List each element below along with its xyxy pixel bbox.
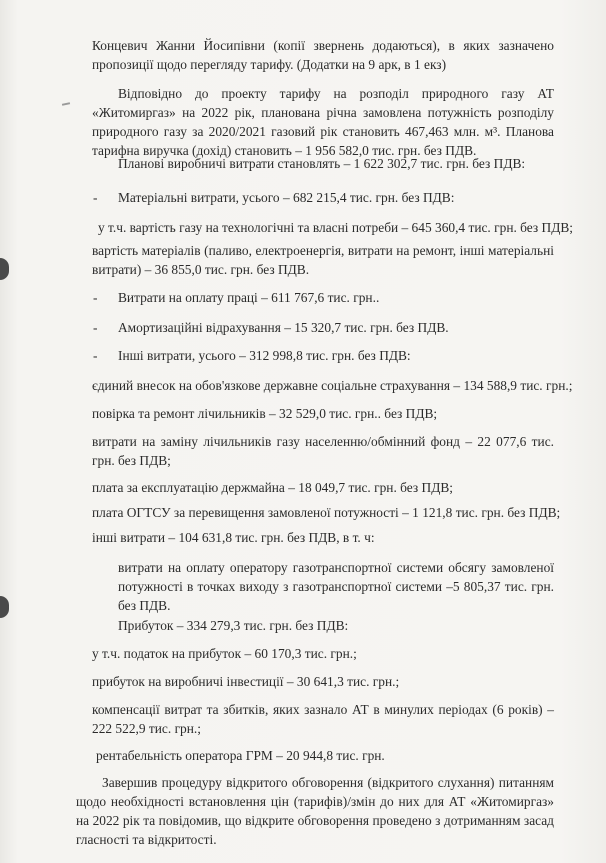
- bullet-other-costs: Інші витрати, усього – 312 998,8 тис. грн. без ПДВ:: [118, 348, 411, 363]
- paragraph-6: єдиний внесок на обов'язкове державне соціальне страхування – 134 588,9 тис. грн.;: [92, 378, 573, 393]
- bullet-dash: -: [93, 190, 98, 205]
- paragraph-10: плата ОГТСУ за перевищення замовленої потужності – 1 121,8 тис. грн. без ПДВ;: [92, 505, 561, 520]
- paragraph-17: рентабельність оператора ГРМ – 20 944,8 тис. грн.: [96, 748, 385, 763]
- paragraph-12: витрати на оплату оператору газотранспортної системи обсягу замовленої потужності в точках виходу з газотранспортної системи –5 805,37 тис. грн. без ПДВ.: [118, 560, 554, 613]
- paragraph-8: витрати на заміну лічильників газу населенню/обмінний фонд – 22 077,6 тис. грн. без ПДВ;: [92, 434, 554, 468]
- paragraph-5: вартість матеріалів (паливо, електроенергія, витрати на ремонт, інші матеріальні витрати) – 36 855,0 тис. грн. без ПДВ.: [92, 243, 554, 277]
- paragraph-11: інші витрати – 104 631,8 тис. грн. без ПДВ, в т. ч:: [92, 530, 375, 545]
- bullet-labor-costs: Витрати на оплату праці – 611 767,6 тис. грн..: [118, 290, 380, 305]
- punch-hole: [0, 596, 9, 618]
- pen-mark: [62, 102, 70, 106]
- bullet-dash: -: [93, 290, 98, 305]
- bullet-dash: -: [93, 320, 98, 335]
- paragraph-14: у т.ч. податок на прибуток – 60 170,3 тис. грн.;: [92, 646, 357, 661]
- paragraph-4: у т.ч. вартість газу на технологічні та власні потреби – 645 360,4 тис. грн. без ПДВ;: [98, 220, 574, 235]
- punch-hole: [0, 258, 9, 280]
- paragraph-7: повірка та ремонт лічильників – 32 529,0 тис. грн.. без ПДВ;: [92, 406, 438, 421]
- paragraph-3: Планові виробничі витрати становлять – 1 622 302,7 тис. грн. без ПДВ:: [118, 156, 526, 171]
- paragraph-16: компенсації витрат та збитків, яких зазнало АТ в минулих періодах (6 років) – 222 522,9 тис. грн.;: [92, 702, 554, 736]
- paragraph-2: Відповідно до проекту тарифу на розподіл природного газу АТ «Житомиргаз» на 2022 рік, планована річна замовлена потужність розподілу природного газу за 2020/2021 газовий рік становить 467,463 млн. м³. Планова тарифна виручка (дохід) становить – 1 956 582,0 тис. грн. без ПДВ.: [92, 86, 554, 158]
- bullet-depreciation: Амортизаційні відрахування – 15 320,7 тис. грн. без ПДВ.: [118, 320, 449, 335]
- paragraph-9: плата за експлуатацію держмайна – 18 049,7 тис. грн. без ПДВ;: [92, 480, 454, 495]
- paragraph-18: Завершив процедуру відкритого обговорення (відкритого слухання) питанням щодо необхідності встановлення цін (тарифів)/змін до них для АТ «Житомиргаз» на 2022 рік та повідомив, що відкрите обговорення проведено з дотриманням засад гласності та відкритості.: [76, 775, 554, 847]
- bullet-material-costs: Матеріальні витрати, усього – 682 215,4 тис. грн. без ПДВ:: [118, 190, 455, 205]
- paragraph-15: прибуток на виробничі інвестиції – 30 641,3 тис. грн.;: [92, 674, 400, 689]
- paragraph-13: Прибуток – 334 279,3 тис. грн. без ПДВ:: [118, 618, 349, 633]
- bullet-dash: -: [93, 348, 98, 363]
- paragraph-1: Концевич Жанни Йосипівни (копії звернень додаються), в яких зазначено пропозиції щодо перегляду тарифу. (Додатки на 9 арк, в 1 екз): [92, 38, 554, 72]
